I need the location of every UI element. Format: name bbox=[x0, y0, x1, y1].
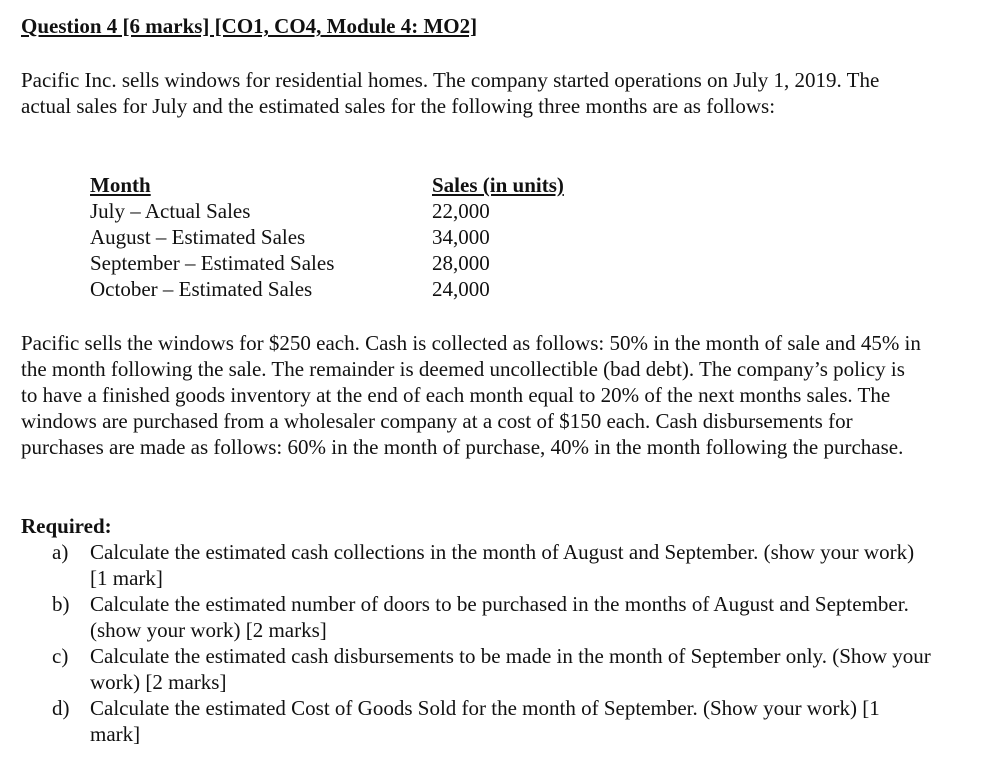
list-item bbox=[52, 643, 932, 695]
list-item bbox=[52, 591, 932, 643]
item-letter: d) bbox=[52, 696, 70, 720]
item-text: Calculate the estimated Cost of Goods Sold for the month of September. (Show your work) [1 mark] bbox=[90, 696, 880, 746]
month-cell: September – Estimated Sales bbox=[90, 251, 335, 275]
units-cell: 24,000 bbox=[432, 277, 490, 301]
month-column-header: Month bbox=[90, 173, 151, 197]
table-row bbox=[90, 276, 632, 302]
list-item bbox=[52, 695, 932, 747]
table-row bbox=[90, 224, 632, 250]
details-paragraph: Pacific sells the windows for $250 each. Cash is collected as follows: 50% in the month of sale and 45% in the month following the sale. The remainder is deemed uncollectible (bad debt). The company’s policy is to have a finished goods inventory at the end of each month equal to 20% of the next months sales. The windows are purchased from a wholesaler company at a cost of $150 each. Cash disbursements for purchases are made as follows: 60% in the month of purchase, 40% in the month following the purchase. bbox=[21, 331, 921, 459]
item-text: Calculate the estimated cash disbursements to be made in the month of September only. (Show your work) [2 marks] bbox=[90, 644, 931, 694]
item-text: Calculate the estimated cash collections in the month of August and September. (show your work) [1 mark] bbox=[90, 540, 915, 590]
question-title: Question 4 [6 marks] [CO1, CO4, Module 4: MO2] bbox=[21, 14, 478, 38]
item-text: Calculate the estimated number of doors to be purchased in the months of August and September. (show your work) [2 marks] bbox=[90, 592, 909, 642]
required-heading: Required: bbox=[21, 514, 112, 538]
item-letter: b) bbox=[52, 592, 70, 616]
intro-paragraph: Pacific Inc. sells windows for residential homes. The company started operations on July 1, 2019. The actual sales for July and the estimated sales for the following three months are as follows: bbox=[21, 68, 880, 118]
month-cell: October – Estimated Sales bbox=[90, 277, 313, 301]
units-cell: 28,000 bbox=[432, 251, 490, 275]
month-cell: July – Actual Sales bbox=[90, 199, 251, 223]
units-column-header: Sales (in units) bbox=[432, 173, 564, 197]
item-letter: c) bbox=[52, 644, 69, 668]
item-letter: a) bbox=[52, 540, 69, 564]
units-cell: 22,000 bbox=[432, 199, 490, 223]
month-cell: August – Estimated Sales bbox=[90, 225, 306, 249]
units-cell: 34,000 bbox=[432, 225, 490, 249]
list-item bbox=[52, 539, 932, 591]
required-list bbox=[52, 539, 932, 747]
table-row bbox=[90, 250, 632, 276]
sales-table bbox=[90, 172, 632, 302]
table-row bbox=[90, 198, 632, 224]
sales-table-header-row bbox=[90, 172, 632, 198]
